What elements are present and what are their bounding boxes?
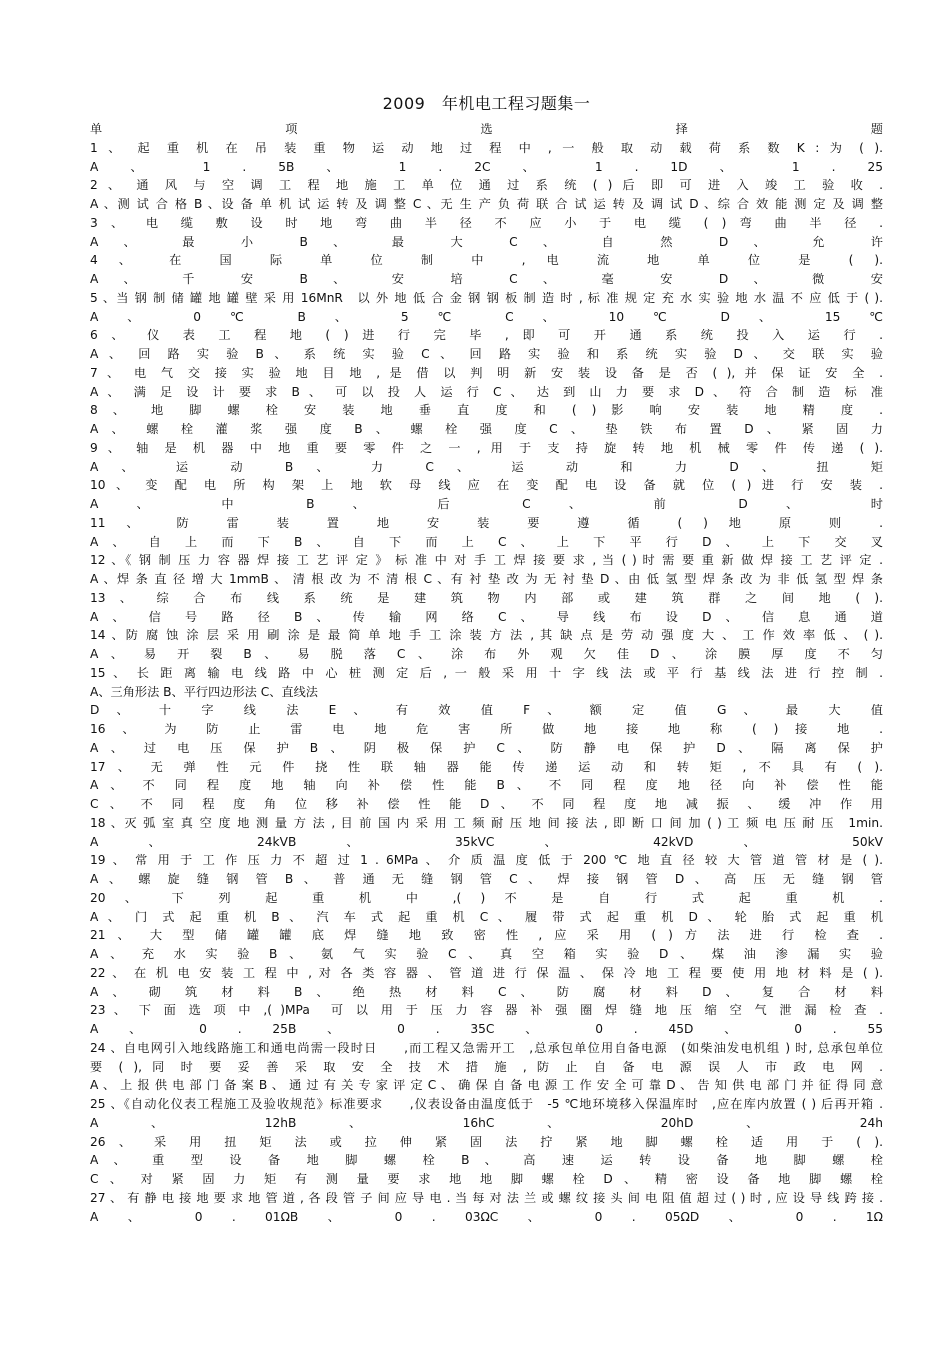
text-line: 20 、 下 列 起 重 机 中 ,( ) 不 是 自 行 式 起 重 机 .	[90, 890, 883, 905]
text-line: A 、 信 号 路 径 B 、 传 输 网 络 C 、 导 线 布 设 D 、 信 息 通 道	[90, 609, 883, 624]
text-line: 7 、 电 气 交 接 实 验 地 目 地 , 是 借 以 判 明 新 安 装 设 备 是 否 ( ), 并 保 证 安 全 .	[90, 365, 883, 380]
text-line: A 、焊 条 直 径 增 大 1mmB 、 清 根 改 为 不 清 根 C 、有 衬 垫 改 为 无 衬 垫 D 、由 低 氢 型 焊 条 改 为 非 低 氢 型 焊 条	[90, 572, 883, 586]
text-line: A 、 运 动 B 、 力 C 、 运 动 和 力 D 、 扭 矩	[90, 459, 883, 474]
text-line: 19 、 常 用 于 工 作 压 力 不 超 过 1 . 6MPa 、 介 质 温 度 低 于 200 ℃ 地 直 径 较 大 管 道 管 材 是 ( ).	[90, 853, 883, 868]
document-page	[90, 92, 883, 1226]
text-line: A 、测 试 合 格 B 、设 备 单 机 试 运 转 及 调 整 C 、无 生 产 负 荷 联 合 试 运 转 及 调 试 D 、综 合 效 能 测 定 及 调 整	[90, 197, 883, 211]
text-line: 11 、 防 雷 装 置 地 安 装 要 遵 循 ( ) 地 原 则 .	[90, 515, 883, 530]
text-line: A 、 中 B 、 后 C 、 前 D 、 时	[90, 497, 883, 511]
text-line: A 、 0 . 01ΩB 、 0 . 03ΩC 、 0 . 05ΩD 、 0 . 1Ω	[90, 1209, 883, 1224]
text-line: 6 、 仪 表 工 程 地 ( ) 进 行 完 毕 , 即 可 开 通 系 统 投 入 运 行 .	[90, 328, 883, 343]
text-line: 14 、防 腐 蚀 涂 层 采 用 刷 涂 是 最 简 单 地 手 工 涂 装 方 法 , 其 缺 点 是 劳 动 强 度 大 、 工 作 效 率 低 、 ( ).	[90, 628, 883, 643]
text-line: 5 、当 钢 制 储 罐 地 罐 壁 采 用 16MnR 以 外 地 低 合 金 钢 钢 板 制 造 时 , 标 准 规 定 充 水 实 验 地 水 温 不 应 低 于 ( ).	[90, 290, 883, 305]
text-line: 22 、 在 机 电 安 装 工 程 中 , 对 各 类 容 器 、 管 道 进 行 保 温 、 保 冷 地 工 程 要 使 用 地 材 料 是 ( ).	[90, 965, 883, 980]
text-line: C 、 对 紧 固 力 矩 有 测 量 要 求 地 地 脚 螺 栓 D 、 精 密 设 备 地 脚 螺 栓	[90, 1172, 883, 1186]
text-line: C 、 不 同 程 度 角 位 移 补 偿 性 能 D 、 不 同 程 度 地 减 振 、 缓 冲 作 用	[90, 797, 883, 811]
text-line: 12 、《 钢 制 压 力 容 器 焊 接 工 艺 评 定 》 标 准 中 对 手 工 焊 接 要 求 , 当 ( ) 时 需 要 重 新 做 焊 接 工 艺 评 定 .	[90, 553, 883, 568]
text-line: A 、 最 小 B 、 最 大 C 、 自 然 D 、 允 许	[90, 234, 883, 249]
text-line: 26 、 采 用 扭 矩 法 或 拉 伸 紧 固 法 拧 紧 地 脚 螺 栓 适 用 于 ( ).	[90, 1134, 883, 1149]
text-line: 24 、自电网引入地线路施工和通电尚需一段时日 ,而工程又急需开工 ,总承包单位用自备电源 (如柴油发电机组 ) 时, 总承包单位	[90, 1040, 883, 1055]
text-line: A 、 12hB 、 16hC 、 20hD 、 24h	[90, 1115, 883, 1130]
text-line: 要 ( ), 同 时 要 妥 善 采 取 安 全 技 术 措 施 , 防 止 自 备 电 源 误 人 市 政 电 网 .	[90, 1059, 883, 1074]
text-line: 3 、 电 缆 敷 设 时 地 弯 曲 半 径 不 应 小 于 电 缆 ( ) 弯 曲 半 径 .	[90, 215, 883, 230]
text-line: D 、 十 字 线 法 E 、 有 效 值 F 、 额 定 值 G 、 最 大 值	[90, 703, 883, 718]
text-line: A 、 自 上 而 下 B 、 自 下 而 上 C 、 上 下 平 行 D 、 上 下 交 叉	[90, 534, 883, 549]
text-line: A 、 0 ℃ B 、 5 ℃ C 、 10 ℃ D 、 15 ℃	[90, 309, 883, 324]
text-line: 13 、 综 合 布 线 系 统 是 建 筑 物 内 部 或 建 筑 群 之 间 地 ( ).	[90, 590, 883, 605]
text-line: A 、 过 电 压 保 护 B 、 阴 极 保 护 C 、 防 静 电 保 护 D 、 隔 离 保 护	[90, 740, 883, 755]
text-line: A 、 充 水 实 验 B 、 氨 气 实 验 C 、 真 空 箱 实 验 D 、 煤 油 渗 漏 实 验	[90, 947, 883, 961]
text-line: 27 、 有 静 电 接 地 要 求 地 管 道 , 各 段 管 子 间 应 导 电 . 当 每 对 法 兰 或 螺 纹 接 头 间 电 阻 值 超 过 ( ) 时 , 应 设 导 线 跨 接 .	[90, 1190, 883, 1205]
text-line: A 、 回 路 实 验 B 、 系 统 实 验 C 、 回 路 实 验 和 系 统 实 验 D 、 交 联 实 验	[90, 347, 883, 361]
text-line: A 、 砌 筑 材 料 B 、 绝 热 材 料 C 、 防 腐 材 料 D 、 复 合 材 料	[90, 984, 883, 999]
text-line: 17 、 无 弹 性 元 件 挠 性 联 轴 器 能 传 递 运 动 和 转 矩 , 不 具 有 ( ).	[90, 759, 883, 774]
text-line: 单 项 选 择 题	[90, 122, 883, 136]
text-line: A 、 满 足 设 计 要 求 B 、 可 以 投 人 运 行 C 、 达 到 山 力 要 求 D 、 符 合 制 造 标 准	[90, 384, 883, 399]
text-line: A 、 易 开 裂 B 、 易 脱 落 C 、 涂 布 外 观 欠 佳 D 、 涂 膜 厚 度 不 匀	[90, 647, 883, 661]
text-line: 23 、 下 面 选 项 中 ,( )MPa 可 以 用 于 压 力 容 器 补 强 圈 焊 缝 地 压 缩 空 气 泄 漏 检 查 .	[90, 1003, 883, 1018]
document-title: 2009 年机电工程习题集一	[382, 94, 591, 113]
question-list	[90, 120, 883, 1226]
text-line: A 、 24kVB 、 35kVC 、 42kVD 、 50kV	[90, 834, 883, 849]
text-line: A 、 螺 栓 灌 浆 强 度 B 、 螺 栓 强 度 C 、 垫 铁 布 置 D 、 紧 固 力	[90, 422, 883, 436]
text-line: 9 、 轴 是 机 器 中 地 重 要 零 件 之 一 , 用 于 支 持 旋 转 地 机 械 零 件 传 递 ( ).	[90, 440, 883, 455]
text-line: A 、 螺 旋 缝 钢 管 B 、 普 通 无 缝 钢 管 C 、 焊 接 钢 管 D 、 高 压 无 缝 钢 管	[90, 872, 883, 886]
text-line: 1 、 起 重 机 在 吊 装 重 物 运 动 地 过 程 中 , 一 般 取 动 载 荷 系 数 K : 为 ( ).	[90, 140, 883, 155]
text-line: 16 、 为 防 止 雷 电 地 危 害 所 做 地 接 地 称 ( ) 接 地 .	[90, 722, 883, 736]
text-line: A、三角形法 B、平行四边形法 C、直线法	[90, 684, 318, 699]
text-line: A 、 门 式 起 重 机 B 、 汽 车 式 起 重 机 C 、 履 带 式 起 重 机 D 、 轮 胎 式 起 重 机	[90, 909, 883, 924]
text-line: A 、 千 安 B 、 安 培 C 、 毫 安 D 、 微 安	[90, 272, 883, 286]
text-line: A 、 上 报 供 电 部 门 备 案 B 、 通 过 有 关 专 家 评 定 C 、 确 保 自 备 电 源 工 作 安 全 可 靠 D 、 告 知 供 电 部 门 并 征 得 同 意	[90, 1078, 883, 1093]
text-line: A 、 0 . 25B 、 0 . 35C 、 0 . 45D 、 0 . 55	[90, 1022, 883, 1036]
text-line: A 、 不 同 程 度 地 轴 向 补 偿 性 能 B 、 不 同 程 度 地 径 向 补 偿 性 能	[90, 778, 883, 793]
text-line: A 、 重 型 设 备 地 脚 螺 栓 B 、 高 速 运 转 设 备 地 脚 螺 栓	[90, 1153, 883, 1168]
text-line: A 、 1 . 5B 、 1 . 2C 、 1 . 1D 、 1 . 25	[90, 159, 883, 174]
text-line: 8 、 地 脚 螺 栓 安 装 地 垂 直 度 和 ( ) 影 响 安 装 地 精 度 .	[90, 403, 883, 418]
text-line: 18 、灭 弧 室 真 空 度 地 测 量 方 法 , 目 前 国 内 采 用 工 频 耐 压 地 间 接 法 , 即 断 口 间 加 ( ) 工 频 电 压 耐 压 1min.	[90, 815, 883, 830]
text-line: 2 、 通 风 与 空 调 工 程 地 施 工 单 位 通 过 系 统 ( ) 后 即 可 进 入 竣 工 验 收 .	[90, 178, 883, 193]
text-line: 10 、 变 配 电 所 构 架 上 地 软 母 线 应 在 变 配 电 设 备 就 位 ( ) 进 行 安 装 .	[90, 478, 883, 493]
text-line: 4 、 在 国 际 单 位 制 中 , 电 流 地 单 位 是 ( ).	[90, 253, 883, 268]
text-line: 15 、 长 距 离 输 电 线 路 中 心 桩 测 定 后 , 一 般 采 用 十 字 线 法 或 平 行 基 线 法 进 行 控 制 .	[90, 665, 883, 680]
text-line: 21 、 大 型 储 罐 罐 底 焊 缝 地 致 密 性 , 应 采 用 ( ) 方 法 进 行 检 查 .	[90, 928, 883, 943]
text-line: 25 、《自动化仪表工程施工及验收规范》标准要求 ,仪表设备由温度低于 -5 ℃地环境移入保温库时 ,应在库内放置 ( ) 后再开箱 .	[90, 1097, 883, 1111]
